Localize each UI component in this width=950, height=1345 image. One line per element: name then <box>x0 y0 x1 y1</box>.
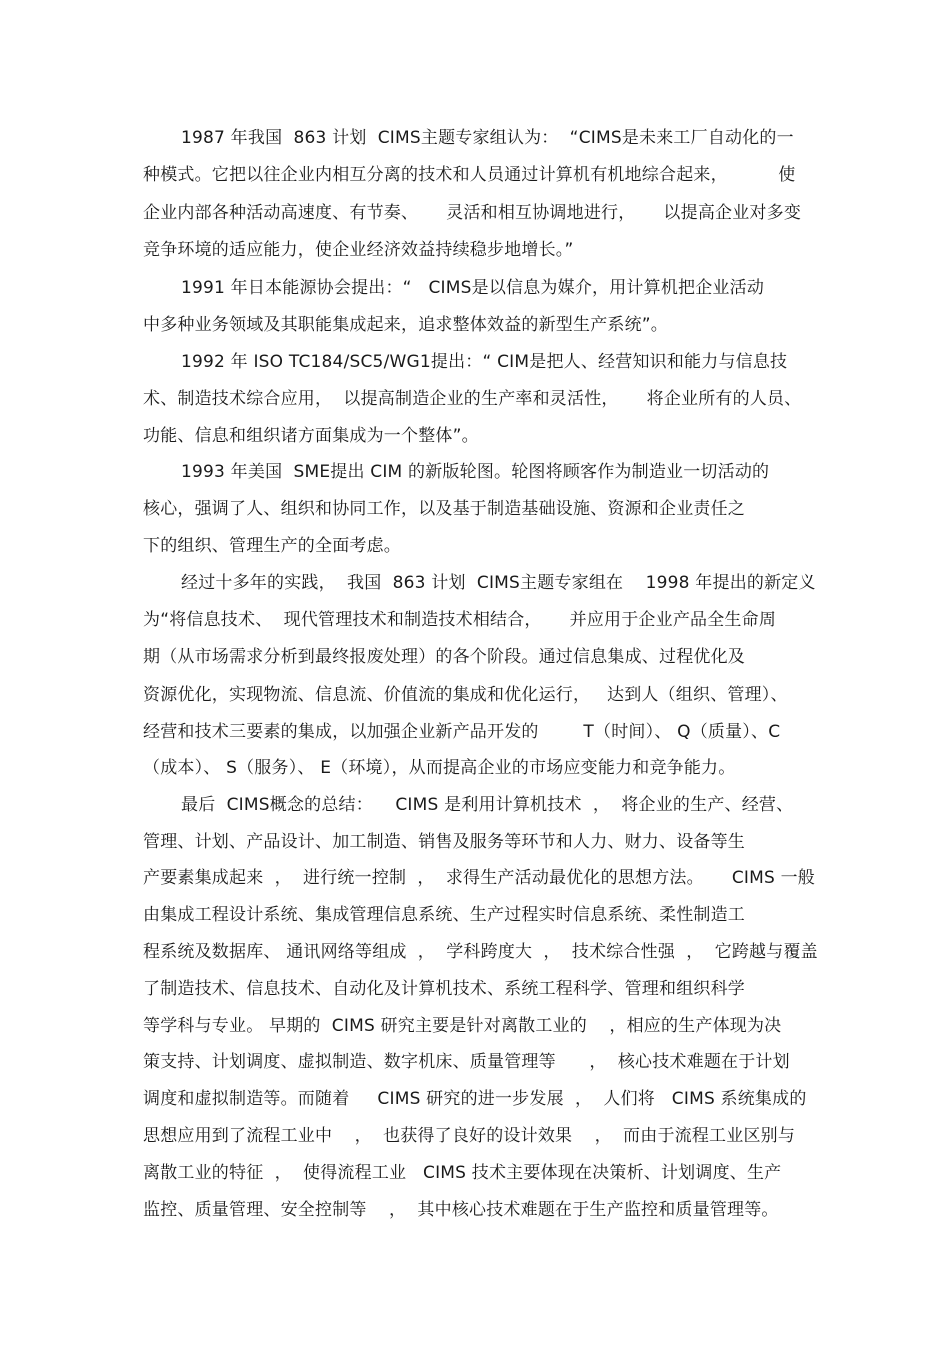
paragraph-line: 为“将信息技术、 现代管理技术和制造技术相结合， 并应用于企业产品全生命周 <box>143 610 777 630</box>
paragraph-line: 管理、计划、产品设计、加工制造、销售及服务等环节和人力、财力、设备等生 <box>143 832 745 852</box>
paragraph-line: 调度和虚拟制造等。而随着 CIMS 研究的进一步发展 ， 人们将 CIMS 系统集成的 <box>143 1089 807 1109</box>
paragraph-line: 策支持、计划调度、虚拟制造、数字机床、质量管理等 ， 核心技术难题在于计划 <box>143 1052 790 1072</box>
paragraph-line: 监控、质量管理、安全控制等 ， 其中核心技术难题在于生产监控和质量管理等。 <box>143 1200 779 1220</box>
paragraph-line: 核心，强调了人、组织和协同工作，以及基于制造基础设施、资源和企业责任之 <box>143 499 745 519</box>
paragraph-line: 资源优化，实现物流、信息流、价值流的集成和优化运行， 达到人（组织、管理）、 <box>143 685 788 705</box>
paragraph-line: 程系统及数据库、 通讯网络等组成 ， 学科跨度大 ， 技术综合性强 ， 它跨越与覆盖 <box>143 942 818 962</box>
paragraph-line: 1992 年 ISO TC184/SC5/WG1提出：“ CIM是把人、经营知识和能力与信息技 <box>181 352 788 372</box>
paragraph-line: 最后 CIMS概念的总结： CIMS 是利用计算机技术 ， 将企业的生产、经营、 <box>181 795 794 815</box>
paragraph-line: 经过十多年的实践， 我国 863 计划 CIMS主题专家组在 1998 年提出的新定义 <box>181 573 816 593</box>
paragraph-line: 1993 年美国 SME提出 CIM 的新版轮图。轮图将顾客作为制造业一切活动的 <box>181 462 770 482</box>
paragraph-line: 企业内部各种活动高速度、有节奏、 灵活和相互协调地进行， 以提高企业对多变 <box>143 203 802 223</box>
paragraph-line: 功能、信息和组织诸方面集成为一个整体”。 <box>143 426 479 446</box>
paragraph-line: 思想应用到了流程工业中 ， 也获得了良好的设计效果 ， 而由于流程工业区别与 <box>143 1126 796 1146</box>
paragraph-line: 产要素集成起来 ， 进行统一控制 ， 求得生产活动最优化的思想方法。 CIMS 一般 <box>143 868 815 888</box>
paragraph-line: 中多种业务领域及其职能集成起来，追求整体效益的新型生产系统”。 <box>143 315 669 335</box>
paragraph-line: 期（从市场需求分析到最终报废处理）的各个阶段。通过信息集成、过程优化及 <box>143 647 745 667</box>
paragraph-line: 1987 年我国 863 计划 CIMS主题专家组认为： “CIMS是未来工厂自动化的一 <box>181 128 794 148</box>
paragraph-line: 离散工业的特征 ， 使得流程工业 CIMS 技术主要体现在决策析、计划调度、生产 <box>143 1163 782 1183</box>
paragraph-line: 下的组织、管理生产的全面考虑。 <box>143 536 401 556</box>
paragraph-line: 种模式。它把以往企业内相互分离的技术和人员通过计算机有机地综合起来， 使 <box>143 165 796 185</box>
paragraph-line: （成本）、 S（服务）、 E（环境），从而提高企业的市场应变能力和竞争能力。 <box>143 758 736 778</box>
paragraph-line: 竞争环境的适应能力，使企业经济效益持续稳步地增长。” <box>143 240 574 260</box>
paragraph-line: 术、制造技术综合应用， 以提高制造企业的生产率和灵活性， 将企业所有的人员、 <box>143 389 802 409</box>
paragraph-line: 经营和技术三要素的集成，以加强企业新产品开发的 T（时间）、 Q（质量）、C <box>143 722 781 742</box>
paragraph-line: 了制造技术、信息技术、自动化及计算机技术、系统工程科学、管理和组织科学 <box>143 979 745 999</box>
paragraph-line: 等学科与专业。 早期的 CIMS 研究主要是针对离散工业的 ，相应的生产体现为决 <box>143 1016 782 1036</box>
paragraph-line: 由集成工程设计系统、集成管理信息系统、生产过程实时信息系统、柔性制造工 <box>143 905 745 925</box>
paragraph-line: 1991 年日本能源协会提出：“ CIMS是以信息为媒介，用计算机把企业活动 <box>181 278 765 298</box>
